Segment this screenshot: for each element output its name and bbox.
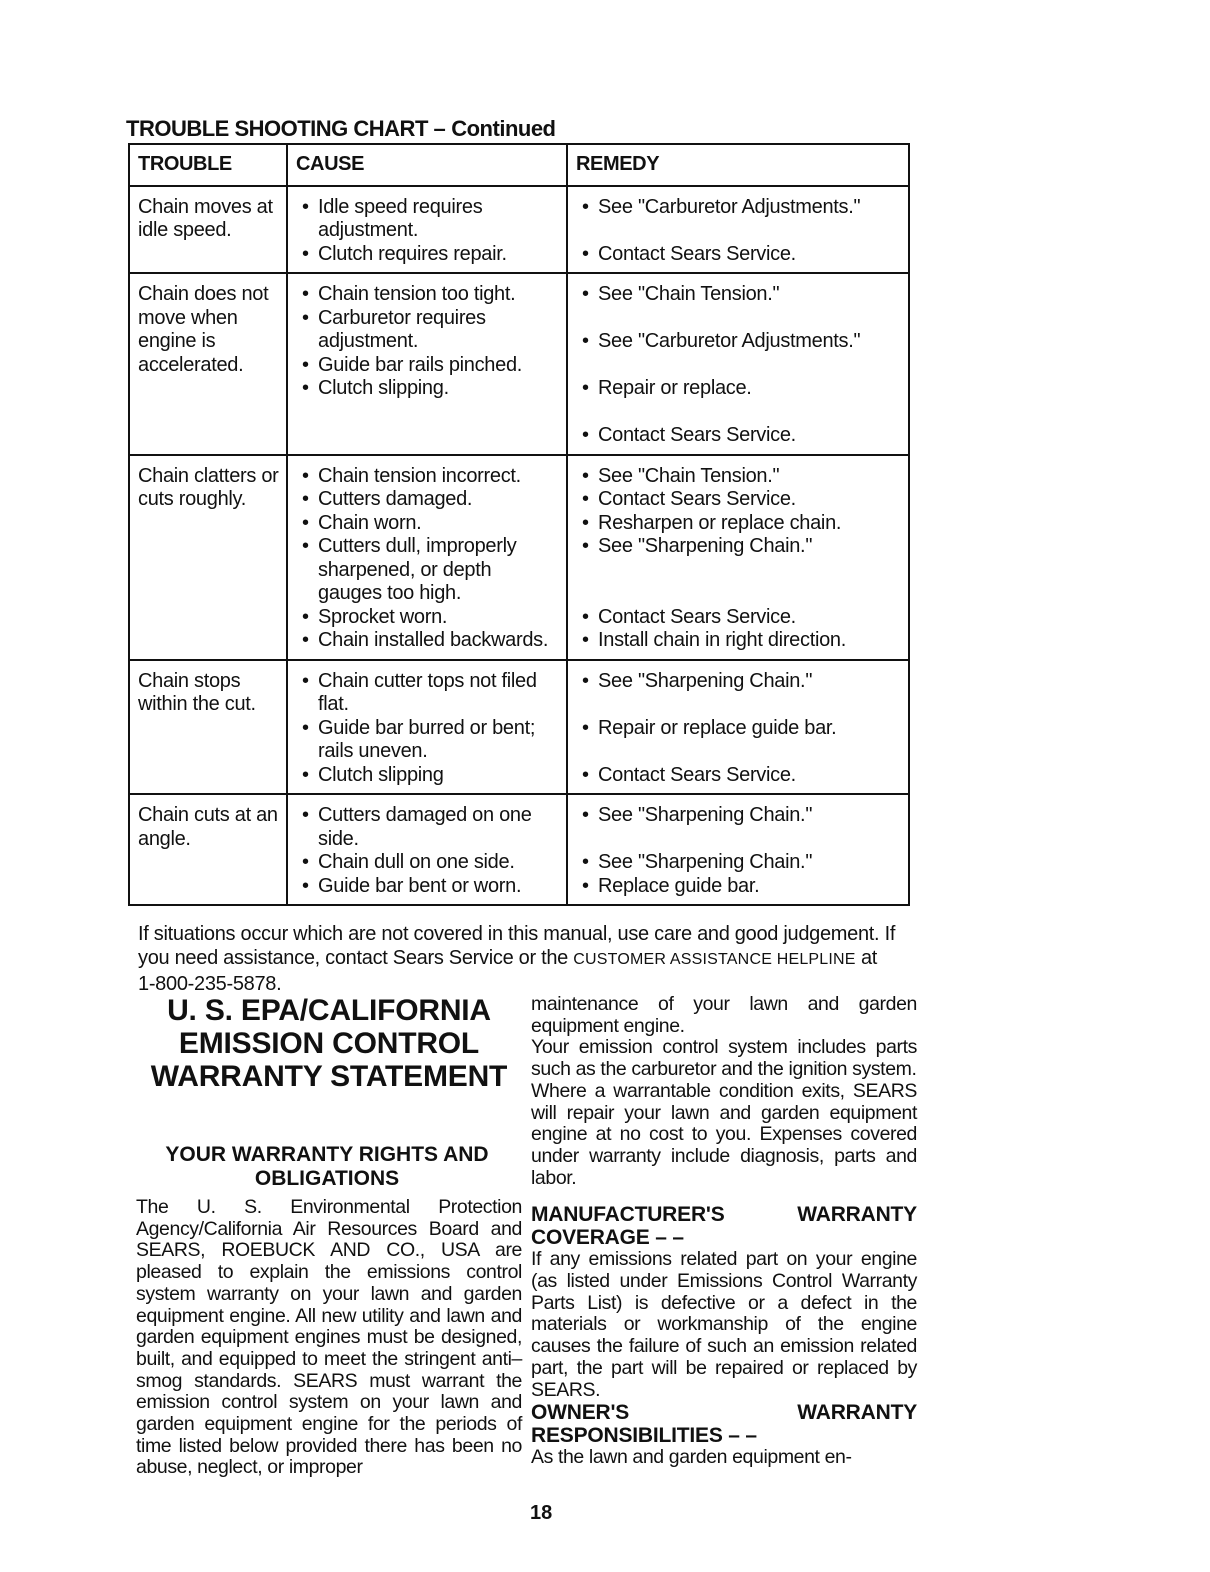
warranty-title-line: EMISSION CONTROL xyxy=(178,1027,480,1060)
remedy-item: • Contact Sears Service. xyxy=(576,243,902,267)
page-number: 18 xyxy=(530,1502,553,1524)
cause-cell xyxy=(287,186,567,274)
cause-item: • Chain worn. xyxy=(296,512,560,536)
remedy-item: • Contact Sears Service. xyxy=(576,764,902,788)
trouble-cell: Chain does not move when engine is accelerated. xyxy=(129,273,287,455)
remedy-item: • See "Carburetor Adjustments." xyxy=(576,196,902,220)
table-row xyxy=(129,186,909,274)
cause-item: • Chain tension too tight. xyxy=(296,283,560,307)
table-header-row xyxy=(129,144,909,186)
manufacturer-warranty-body: If any emissions related part on your engine (as listed under Emissions Control Warranty Parts List) is defective or a defect in the materials or workmanship of the engine causes the failure of such an emission related part, the part will be repaired or replaced by SEARS. xyxy=(531,1248,917,1401)
remedy-cell xyxy=(567,186,909,274)
remedy-item: • See "Sharpening Chain." xyxy=(576,804,902,828)
right-paragraph: maintenance of your lawn and garden equipment engine. xyxy=(531,993,917,1037)
owner-responsibilities-body: As the lawn and garden equipment en- xyxy=(531,1446,852,1469)
remedy-cell xyxy=(567,660,909,795)
header-cause: CAUSE xyxy=(287,144,567,186)
header-trouble: TROUBLE xyxy=(129,144,287,186)
manufacturer-warranty-heading: MANUFACTURER'S WARRANTY COVERAGE – – xyxy=(531,1203,917,1250)
remedy-item: • See "Carburetor Adjustments." xyxy=(576,330,902,354)
remedy-item: • Resharpen or replace chain. xyxy=(576,512,902,536)
remedy-item: • Contact Sears Service. xyxy=(576,424,902,448)
remedy-cell xyxy=(567,455,909,660)
cause-cell xyxy=(287,660,567,795)
cause-item: • Idle speed requires adjustment. xyxy=(296,196,560,243)
trouble-cell: Chain clatters or cuts roughly. xyxy=(129,455,287,660)
table-row xyxy=(129,273,909,455)
cause-item: • Chain cutter tops not filed flat. xyxy=(296,670,560,717)
cause-item: • Cutters damaged. xyxy=(296,488,560,512)
note-text: If situations occur which are not covered in this manual, use care and good judgement. If you need assistance, contact Sears Service or the xyxy=(138,923,896,969)
cause-item: • Clutch slipping xyxy=(296,764,560,788)
cause-item: • Clutch requires repair. xyxy=(296,243,560,267)
cause-item: • Cutters dull, improperly sharpened, or depth gauges too high. xyxy=(296,535,560,606)
right-paragraph: Your emission control system includes parts such as the carburetor and the ignition system. xyxy=(531,1036,917,1081)
chart-title-main: TROUBLE SHOOTING CHART – xyxy=(126,116,446,141)
remedy-cell xyxy=(567,794,909,905)
assistance-note xyxy=(138,922,898,996)
cause-item: • Chain dull on one side. xyxy=(296,851,560,875)
rights-heading-line: OBLIGATIONS xyxy=(254,1167,400,1190)
header-remedy: REMEDY xyxy=(567,144,909,186)
remedy-item: • See "Sharpening Chain." xyxy=(576,851,902,875)
helpline-label: CUSTOMER ASSISTANCE HELPLINE xyxy=(573,951,856,968)
cause-item: • Chain installed backwards. xyxy=(296,629,560,653)
remedy-item: • Replace guide bar. xyxy=(576,875,902,899)
table-row xyxy=(129,660,909,795)
cause-item: • Cutters damaged on one side. xyxy=(296,804,560,851)
cause-item: • Chain tension incorrect. xyxy=(296,465,560,489)
remedy-item: • Repair or replace. xyxy=(576,377,902,401)
helpline-number: at 1-800-235-5878. xyxy=(138,947,878,995)
remedy-item: • See "Sharpening Chain." xyxy=(576,670,902,694)
remedy-item: • Contact Sears Service. xyxy=(576,488,902,512)
cause-item: • Carburetor requires adjustment. xyxy=(296,307,560,354)
owner-responsibilities-heading: OWNER'S WARRANTY RESPONSIBILITIES – – xyxy=(531,1401,917,1448)
remedy-cell xyxy=(567,273,909,455)
warranty-title-line: WARRANTY STATEMENT xyxy=(150,1060,508,1093)
cause-cell xyxy=(287,455,567,660)
cause-cell xyxy=(287,273,567,455)
warranty-left-column xyxy=(132,994,522,1479)
remedy-item: • See "Chain Tension." xyxy=(576,465,902,489)
remedy-item: • See "Sharpening Chain." xyxy=(576,535,902,559)
rights-heading-line: YOUR WARRANTY RIGHTS AND xyxy=(165,1143,489,1166)
remedy-item: • Contact Sears Service. xyxy=(576,606,902,630)
cause-item: • Clutch slipping. xyxy=(296,377,560,401)
cause-item: • Guide bar bent or worn. xyxy=(296,875,560,899)
trouble-cell: Chain stops within the cut. xyxy=(129,660,287,795)
trouble-cell: Chain moves at idle speed. xyxy=(129,186,287,274)
troubleshooting-table xyxy=(128,143,910,906)
chart-title xyxy=(126,116,556,142)
cause-item: • Guide bar burred or bent; rails uneven. xyxy=(296,717,560,764)
trouble-cell: Chain cuts at an angle. xyxy=(129,794,287,905)
rights-body: The U. S. Environmental Protection Agency/California Air Resources Board and SEARS, ROEBUCK AND CO., USA are pleased to explain the emissions control system warranty on your lawn and garden equipment engine. All new utility and lawn and garden equipment engines must be designed, built, and equipped to meet the stringent anti–smog standards. SEARS must warrant the emission control system on your lawn and garden equipment engine for the periods of time listed below provided there has been no abuse, neglect, or improper xyxy=(136,1196,522,1479)
table-row xyxy=(129,455,909,660)
warranty-right-column xyxy=(531,994,917,1469)
remedy-item: • Install chain in right direction. xyxy=(576,629,902,653)
cause-item: • Sprocket worn. xyxy=(296,606,560,630)
cause-item: • Guide bar rails pinched. xyxy=(296,354,560,378)
right-paragraph: Where a warrantable condition exits, SEARS will repair your lawn and garden equipment engine at no cost to you. Expenses covered under warranty include diagnosis, parts and labor. xyxy=(531,1079,917,1189)
warranty-title-line: U. S. EPA/CALIFORNIA xyxy=(167,994,491,1027)
remedy-item: • Repair or replace guide bar. xyxy=(576,717,902,741)
remedy-item: • See "Chain Tension." xyxy=(576,283,902,307)
cause-cell xyxy=(287,794,567,905)
chart-title-suffix: Continued xyxy=(451,116,556,141)
table-row xyxy=(129,794,909,905)
